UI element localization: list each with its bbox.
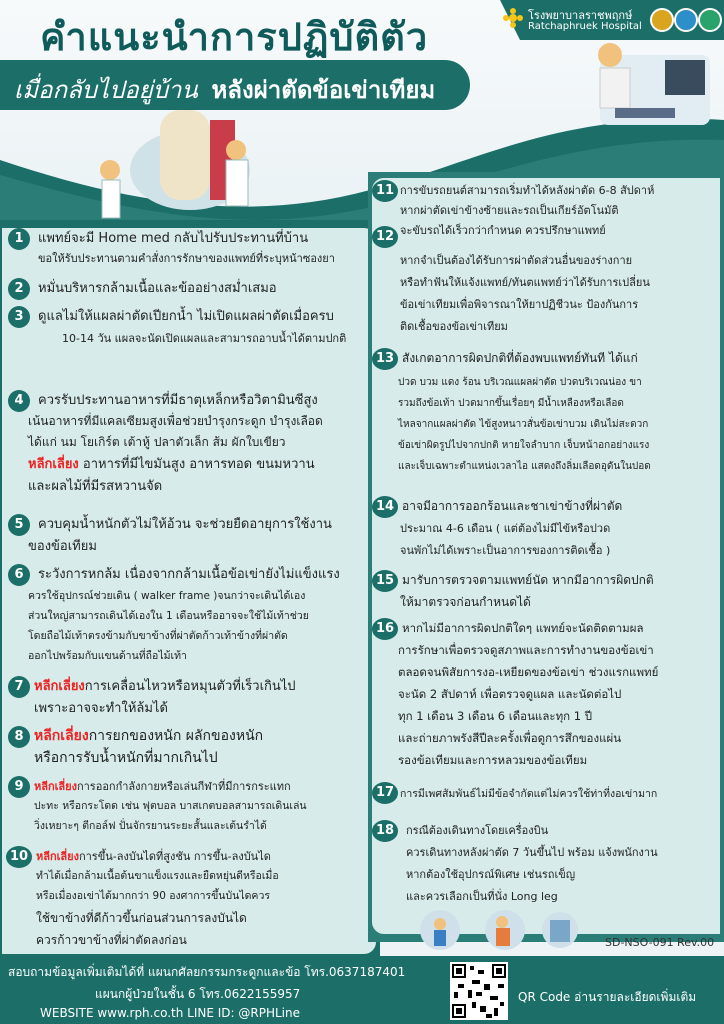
hospital-logo-icon — [502, 7, 524, 29]
item-5-line-2: ของข้อเทียม — [28, 539, 97, 554]
item-10-line-2: ทำได้เมื่อกล้ามเนื้อต้นขาแข็งแรงและยืดหยุ่นดีหรือเมื่อ — [36, 870, 279, 882]
item-7-line-2: เพราะอาจจะทำให้ล้มได้ — [34, 701, 168, 716]
item-10-line-5: ควรก้าวขาข้างที่ผ่าตัดลงก่อน — [36, 933, 187, 947]
item-18-line-4: และควรเลือกเป็นที่นั่ง Long leg — [406, 890, 558, 903]
item-12-line-4: ติดเชื้อของข้อเข่าเทียม — [400, 320, 508, 333]
item-15-line-2: ให้มาตรวจก่อนกำหนดได้ — [400, 595, 531, 609]
item-1-line-1: แพทย์จะมี Home med กลับไปรับประทานที่บ้าน — [38, 231, 309, 246]
contact-line-2: แผนกผู้ป่วยในชั้น 6 โทร.0622155957 — [95, 987, 301, 1001]
item-number: 15 — [372, 570, 398, 592]
item-number: 10 — [6, 846, 32, 868]
item-16-line-4: จะนัด 2 สัปดาห์ เพื่อตรวจดูแผล และนัดต่อไป — [398, 687, 622, 701]
item-number: 8 — [8, 726, 30, 748]
item-4-line-4 — [28, 456, 315, 473]
item-14-line-1: อาจมีอาการออกร้อนและชาเข่าข้างที่ผ่าตัด — [402, 499, 623, 513]
item-9-line-2: ปะทะ หรือกระโดด เช่น ฟุตบอล บาสเกตบอลสามารถเดินเล่น — [34, 800, 307, 812]
item-8-line-1 — [34, 728, 263, 745]
item-10-line-4: ใช้ขาข้างที่ดีก้าวขึ้นก่อนส่วนการลงบันได — [36, 911, 247, 925]
item-number: 5 — [8, 514, 30, 536]
item-16-line-7: รองข้อเทียมและการหลวมของข้อเทียม — [398, 753, 588, 767]
item-6-line-3: ส่วนใหญ่สามารถเดินได้เองใน 1 เดือนหรืออาจจะใช้ไม้เท้าช่วย — [28, 610, 309, 622]
item-number: 13 — [372, 348, 398, 370]
item-number: 9 — [8, 776, 30, 798]
item-6-line-1: ระวังการหกล้ม เนื่องจากกล้ามเนื้อข้อเข่ายังไม่แข็งแรง — [38, 567, 340, 582]
item-18-line-1: กรณีต้องเดินทางโดยเครื่องบิน — [406, 824, 549, 837]
item-number: 12 — [372, 226, 398, 248]
avoid-label: หลีกเลี่ยง — [34, 728, 89, 744]
item-4-line-5: และผลไม้ที่มีรสหวานจัด — [28, 479, 163, 494]
item-9-line-3: วิ่งเหยาะๆ ตีกอล์ฟ ปั่นจักรยานระยะสั้นและเต้นรำได้ — [34, 820, 267, 832]
item-12-line-3: ข้อเข่าเทียมเพื่อพิจารณาให้ยาปฏิชีวนะ ป้องกันการ — [400, 298, 639, 311]
avoid-label: หลีกเลี่ยง — [36, 850, 79, 863]
item-11-line-1: การขับรถยนต์สามารถเริ่มทำได้หลังผ่าตัด 6-8 สัปดาห์ — [400, 184, 655, 197]
item-16-line-1: หากไม่มีอาการผิดปกติใดๆ แพทย์จะนัดติดตามผล — [402, 621, 644, 635]
contact-line-1: สอบถามข้อมูลเพิ่มเติมได้ที่ แผนกศัลยกรรมกระดูกและข้อ โทร.0637187401 — [8, 965, 406, 979]
item-13-line-2: ปวด บวม แดง ร้อน บริเวณแผลผ่าตัด ปวดบริเวณน่อง ขา — [398, 377, 642, 388]
item-13-line-5: ข้อเข่าผิดรูปไปจากปกติ หายใจลำบาก เจ็บหน้าอกอย่างแรง — [398, 440, 650, 451]
item-5-line-1: ควบคุมน้ำหนักตัวไม่ให้อ้วน จะช่วยยืดอายุการใช้งาน — [38, 517, 332, 532]
item-number: 14 — [372, 496, 398, 518]
item-6-line-4: โดยถือไม้เท้าตรงข้ามกับขาข้างที่ผ่าตัดก้าวเท้าข้างที่ผ่าตัด — [28, 630, 288, 642]
hospital-name-en: Ratchaphruek Hospital — [528, 21, 642, 32]
item-18-line-2: ควรเดินทางหลังผ่าตัด 7 วันขึ้นไป พร้อม แจ้งพนักงาน — [406, 846, 658, 859]
item-4-line-4-text: อาหารที่มีไขมันสูง อาหารทอด ขนมหวาน — [78, 457, 315, 472]
item-number: 16 — [372, 618, 398, 640]
item-14-line-3: จนพักไม่ได้เพราะเป็นอาการของการติดเชื้อ ) — [400, 544, 611, 557]
item-number: 2 — [8, 278, 30, 300]
item-number: 17 — [372, 782, 398, 804]
item-13-line-6: และเจ็บเฉพาะตำแหน่งเวลาไอ แสดงถึงลิ่มเลือดอุดันในปอด — [398, 461, 651, 472]
item-6-line-2: ควรใช้อุปกรณ์ช่วยเดิน ( walker frame )จนกว่าจะเดินได้เอง — [28, 590, 306, 602]
item-17-line-1: การมีเพศสัมพันธ์ไม่มีข้อจำกัดแต่ไม่ควรใช้ท่าที่งอเข่ามาก — [400, 788, 658, 800]
item-number: 6 — [8, 564, 30, 586]
page-subtitle — [14, 70, 435, 109]
item-12-line-1: หากจำเป็นต้องได้รับการผ่าตัดส่วนอื่นของร่างกาย — [400, 254, 633, 267]
accreditation-badge-icon — [650, 8, 674, 32]
item-number: 18 — [372, 820, 398, 842]
item-number: 1 — [8, 228, 30, 250]
item-number: 11 — [372, 180, 398, 202]
quality-badge-icon — [698, 8, 722, 32]
document-code: SD-NSO-091 Rev.00 — [605, 936, 715, 949]
item-7-line-1 — [34, 678, 296, 695]
item-13-line-3: รวมถึงข้อเท้า ปวดมากขึ้นเรื่อยๆ มีน้ำเหลืองหรือเลือด — [398, 398, 624, 409]
subtitle-part-b: หลังผ่าตัดข้อเข่าเทียม — [211, 76, 436, 104]
item-14-line-2: ประมาณ 4-6 เดือน ( แต่ต้องไม่มีไข้หรือปวด — [400, 522, 611, 535]
item-3-line-2: 10-14 วัน แผลจะนัดเปิดแผลและสามารถอาบน้ำได้ตามปกติ — [62, 332, 347, 345]
item-13-line-1: สังเกตอาการผิดปกติที่ต้องพบแพทย์ทันที ได้แก่ — [402, 351, 638, 365]
item-16-line-3: ตลอดจนพิสัยการงอ-เหยียดของข้อเข่า ช่วงแรกแพทย์ — [398, 665, 659, 679]
item-16-line-5: ทุก 1 เดือน 3 เดือน 6 เดือนและทุก 1 ปี — [398, 709, 593, 723]
item-8-line-1-text: การยกของหนัก ผลักของหนัก — [88, 728, 264, 744]
item-16-line-2: การรักษาเพื่อตรวจดูสภาพและการทำงานของข้อเข่า — [398, 643, 654, 657]
item-16-line-6: และถ่ายภาพรังสีปีละครั้งเพื่อดูการสึกของแผ่น — [398, 731, 622, 745]
subtitle-part-a: เมื่อกลับไปอยู่บ้าน — [14, 76, 198, 104]
patient-illustration — [410, 908, 580, 954]
item-8-line-2: หรือการรับน้ำหนักที่มากเกินไป — [34, 750, 218, 766]
qr-caption: QR Code อ่านรายละเอียดเพิ่มเติม — [518, 990, 697, 1004]
item-3-line-1: ดูแลไม่ให้แผลผ่าตัดเปียกน้ำ ไม่เปิดแผลผ่าตัดเมื่อครบ — [38, 309, 334, 324]
item-10-line-3: หรือเมื่องอเข่าได้มากกว่า 90 องศาการขึ้นบันไดควร — [36, 890, 270, 902]
avoid-label: หลีกเลี่ยง — [28, 457, 79, 472]
item-11-line-2: หากผ่าตัดเข่าข้างซ้ายและรถเป็นเกียร์อัตโนมัติ — [400, 204, 619, 217]
website-line[interactable]: WEBSITE www.rph.co.th LINE ID: @RPHLine — [40, 1006, 300, 1020]
page-title: คำแนะนำการปฏิบัติตัว — [40, 15, 429, 59]
item-11-line-3: จะขับรถได้เร็วกว่ากำหนด ควรปรึกษาแพทย์ — [400, 224, 606, 237]
item-10-line-1-text: การขึ้น-ลงบันไดที่สูงชัน การขึ้น-ลงบันได — [78, 850, 271, 863]
item-2-line-1: หมั่นบริหารกล้ามเนื้อและข้ออย่างสม่ำเสมอ — [38, 281, 277, 296]
certification-badge-icon — [674, 8, 698, 32]
item-4-line-1: ควรรับประทานอาหารที่มีธาตุเหล็กหรือวิตามินซีสูง — [38, 393, 318, 408]
qr-code[interactable] — [450, 962, 508, 1020]
avoid-label: หลีกเลี่ยง — [34, 780, 77, 793]
avoid-label: หลีกเลี่ยง — [34, 679, 85, 694]
item-9-line-1 — [34, 778, 291, 795]
item-6-line-5: ออกไปพร้อมกับแขนด้านที่ถือไม้เท้า — [28, 650, 187, 662]
item-number: 7 — [8, 676, 30, 698]
item-18-line-3: หากต้องใช้อุปกรณ์พิเศษ เช่นรถเข็ญ — [406, 868, 576, 881]
item-9-line-1-text: การออกกำลังกายหรือเล่นกีฬาที่มีการกระแทก — [76, 780, 291, 793]
item-7-line-1-text: การเคลื่อนไหวหรือหมุนตัวที่เร็วเกินไป — [84, 679, 296, 694]
item-13-line-4: ไหลจากแผลผ่าตัด ไข้สูงหนาวสั่นข้อเข่าบวม เดินไม่สะดวก — [398, 419, 649, 430]
item-15-line-1: มารับการตรวจตามแพทย์นัด หากมีอาการผิดปกติ — [402, 573, 654, 587]
item-4-line-2: เน้นอาหารที่มีแคลเซียมสูงเพื่อช่วยบำรุงกระดูก บำรุงเลือด — [28, 414, 323, 428]
item-number: 3 — [8, 306, 30, 328]
item-10-line-1 — [36, 848, 271, 865]
hospital-name-th: โรงพยาบาลราชพฤกษ์ — [528, 9, 633, 22]
item-4-line-3: ได้แก่ นม โยเกิร์ต เต้าหู้ ปลาตัวเล็ก ส้ม ผักใบเขียว — [28, 435, 286, 449]
item-number: 4 — [8, 390, 30, 412]
item-1-line-2: ขอให้รับประทานตามคำสั่งการรักษาของแพทย์ที่ระบุหน้าซองยา — [38, 252, 335, 265]
item-12-line-2: หรือทำฟันให้แจ้งแพทย์/ทันตแพทย์ว่าได้รับการเปลี่ยน — [400, 276, 650, 289]
